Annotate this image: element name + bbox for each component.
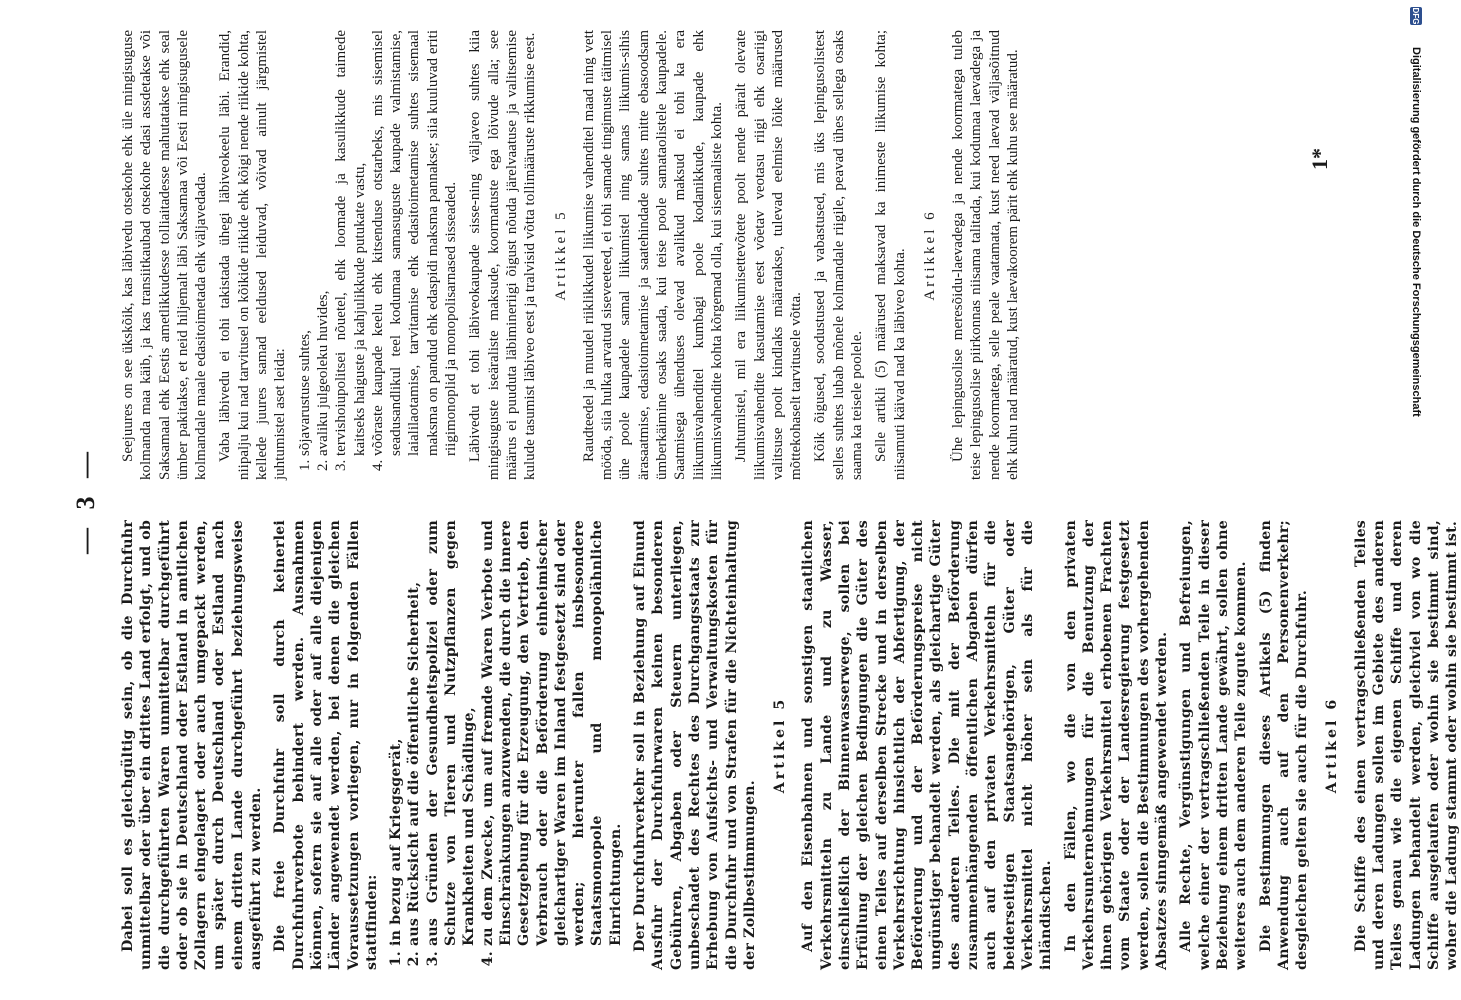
german-article-5-p3: Alle Rechte, Vergünstigungen und Befreiungen, welche einer der vertragschließenden Teile in dieser Beziehung einem dritten Lande gewährt, sollen ohne weiteres auch dem anderen Teile zugute kommen. [1178, 520, 1250, 970]
german-paragraph-3: Der Durchfuhrverkehr soll in Beziehung auf Einund Ausfuhr der Durchfuhrwaren keinen besonderen Gebühren, Abgaben oder Steuern unterliegen, unbeschadet des Rechtes des Durchgangsstaats zur Erhebung von Aufsichts- und Verwaltungskosten für die Durchfuhr und von Strafen für die Nichteinhaltung der Zollbestimmungen. [632, 520, 758, 970]
estonian-article-5-p4: Selle artikli (5) määrused maksavad ka inimeste liikumise kohta; niisamuti käivad nad ka läbiveo kohta. [873, 30, 908, 480]
german-article-5-p4: Die Bestimmungen dieses Artikels (5) finden Anwendung auch auf den Personenverkehr; desgleichen gelten sie auch für die Durchfuhr. [1257, 520, 1311, 970]
estonian-list-item: 3. tervishoiupolitsei nõuetel, ehk loomade ja kasulikkude taimede kaitseks haiguste ja kahjulikkude putukate vastu, [332, 30, 369, 456]
estonian-article-5-p2: Juhtumistel, mil era liikumisettevõtete poolt nende päralt olevate liikumisvahendite kasutamise eest võetav veotasu riigi ehk osariigi valitsuse poolt kindlaks määratakse, tulevad eelmise lõike määrused mõttekohaselt tarvitusele võtta. [733, 30, 805, 480]
estonian-article-5-p1: Raudteedel ja muudel riiklikkudel liikumise vahenditel maad ning vett mööda, siia hulka arvatud siseveeteed, ei tohi samade tingimuste täitmisel ühe poole kaupadele samal liikumistel ning samas liikumis-sihis ärasaatmise, edasitoimetamise ja saatehindade suhtes mitte ebasoodsam ümberkäimine osaks saada, kui teise poole samataolistele kaupadele. Saatmisega ühenduses olevad avalikud maksud ei tohi ka era liikumisvahenditel kumbagi poole kodanikkude, kaupade ehk liikumisvahendite kohta kõrgemad olla, kui sisemaaliste kohta. [580, 30, 725, 480]
page-number: — 3 — [71, 446, 100, 554]
german-article-6-p1: Die Schiffe des einen vertragschließenden Teiles und deren Ladungen sollen im Gebiete des anderen Teiles genau wie die eigenen Schiffe und deren Ladungen behandelt werden, gleichviel von wo die Schiffe ausgelaufen oder wohin sie bestimmt sind, woher die Ladung stammt oder wohin sie bestimmt ist. [1352, 520, 1461, 970]
estonian-paragraph-3: Läbivedu et tohi läbiveokaupade sisse-ning väljaveo suhtes kiia mingisuguste iseäraliste maksude, koormatuste ega lõivude alla; see määrus ei puuduta läbimineriigi õigust nõuda järelvaatuse ja valitsemise kulude tasumist läbiveo eest ja tralvisid võtta tollimääruste rikkumise eest. [467, 30, 539, 480]
digitization-note-text: Digitalisierung gefördert durch die Deutsche Forschungsgemeinschaft [1410, 47, 1422, 417]
estonian-list-item: 1. sõjavarustuse suhtes, [296, 30, 314, 456]
german-intro: Dabei soll es gleichgültig sein, ob die Durchfuhr unmittelbar oder über ein drittes Land erfolgt, und ob die durchgeführten Waren unmittelbar durchgeführt oder ob sie in Deutschland oder Estland in amtlichen Zollagern eingelagert oder auch umgepackt werden, um später durch Deutschland oder Estland nach einem dritten Lande durchgeführt beziehungsweise ausgeführt zu werden. [120, 520, 265, 970]
german-article-5-heading: Artikel 5 [772, 696, 789, 794]
german-article-6-heading: Artikel 6 [1324, 696, 1341, 794]
estonian-article-5-heading: Artikkel 5 [552, 209, 569, 301]
estonian-article-6-heading: Artikkel 6 [921, 209, 938, 301]
signature-mark: 1* [1307, 148, 1332, 170]
german-list-item: 2. aus Rücksicht auf die öffentliche Sicherheit, [405, 520, 423, 946]
german-list [387, 520, 625, 970]
digitization-note [1408, 7, 1424, 997]
german-article-5-p1: Auf den Eisenbahnen und sonstigen staatlichen Verkehrsmitteln zu Lande und zu Wasser, einschließlich der Binnenwasserwege, sollen bei Erfüllung der gleichen Bedingungen die Güter des einen Teiles auf derselben Strecke und in derselben Verkehrsrichtung hinsichtlich der Abfertigung, der Beförderung und der Beförderungspreise nicht ungünstiger behandelt werden, als gleichartige Güter des anderen Teiles. Die mit der Beförderung zusammenhängenden öffentlichen Abgaben dürfen auch auf den privaten Verkehrsmitteln für die beiderseitigen Staatsangehörigen, Güter oder Verkehrsmittel nicht höher sein als für die inländischen. [800, 520, 1055, 970]
estonian-paragraph-2: Vaba läbivedu ei tohi takistada ühegi läbiveokeelu läbi. Erandid, niipalju kui nad tarvitusel on kõikide riikide ehk kõigi nende riikide kohta, kellede juures samad eeldused leiduvad, võivad ainult järgmistel juhtumistel aset leida: [217, 30, 289, 480]
estonian-list [296, 30, 461, 480]
german-list-item: 1. in bezug auf Kriegsgerät, [387, 520, 405, 946]
german-list-item: 3. aus Gründen der Gesundheitspolizei oder zum Schutze von Tieren und Nutzpflanzen gegen Krankheiten und Schädlinge, [424, 520, 479, 946]
german-article-5-p2: In den Fällen, wo die von den privaten Verkehrsunternehmungen für die Benutzung der ihnen gehörigen Verkehrsmittel erhobenen Frachten vom Staate oder der Landesregierung festgesetzt werden, sollen die Bestimmungen des vorhergehenden Absatzes sinngemäß angewendet werden. [1062, 520, 1171, 970]
estonian-article-6-p1: Ühe lepingusolise meresõidu-laevadega ja nende koormatega tuleb teise lepingusolise piirkonnas niisama talitada, kui kodumaa laevadega ja nende koormatega, selle peale vaatamata, kust need laevad väljasõitnud ehk kuhu nad määratud, kust laevakoorem pärit ehk kuhu see määratud. [950, 30, 1022, 480]
estonian-list-item: 4. võõraste kaupade keelu ehk kitsenduse otstarbeks, mis sisemisel seadusandlikul teel kodumaa samasuguste kaupade valmistamise, laialilaotamise, tarvitamise ehk edasitoimetamise suhtes sisemaal maksma on pandud ehk edaspidi maksma pannakse; siia kuuluvad eriti riigimonoplid ja monopolisarnased sisseaded. [369, 30, 460, 456]
dfg-logo-icon: DFG [1411, 7, 1421, 25]
german-paragraph-2: Die freie Durchfuhr soll durch keinerlei Durchfuhrverbote behindert werden. Ausnahmen können, sofern sie auf alle oder auf alle diejenigen Länder angewendet werden, bei denen die gleichen Voraussetzungen vorliegen, nur in folgenden Fällen stattfinden: [272, 520, 380, 970]
estonian-intro: Seejuures on see ükskõik, kas läbivedu otsekohe ehk üle mingisuguse kolmanda maa käib, ja kas transiitkaubad otsekohe edasi assdetakse või Saksamaal ehk Eestis ametlikkudesse tolliaitadesse mahutatakse ehk seal ümber pakitakse, et neid hiljemalt läbi Saksamaa või Eesti mingisugusele kolmandale maale edasitoimetada ehk väljavedada. [120, 30, 210, 480]
estonian-column [119, 30, 1359, 480]
german-column [119, 520, 1461, 970]
estonian-article-5-p3: Kõik õigused, soodustused ja vabastused, mis üks lepingusolistest selles suhtes lubab mõnele kolmandale riigile, peavad ühes sellega osaks saama ka teisele poolele. [812, 30, 865, 480]
german-list-item: 4. zu dem Zwecke, um auf fremde Waren Verbote und Einschränkungen anzuwenden, die durch die innere Gesetzgebung für die Erzeugung, den Vertrieb, den Verbrauch oder die Beförderung einheimischer gleichartiger Waren im Inland festgesetzt sind oder werden; hierunter fallen insbesondere Staatsmonopole und monopolähnliche Einrichtungen. [479, 520, 625, 946]
estonian-list-item: 2. avaliku julgeoleku huvides, [314, 30, 332, 456]
